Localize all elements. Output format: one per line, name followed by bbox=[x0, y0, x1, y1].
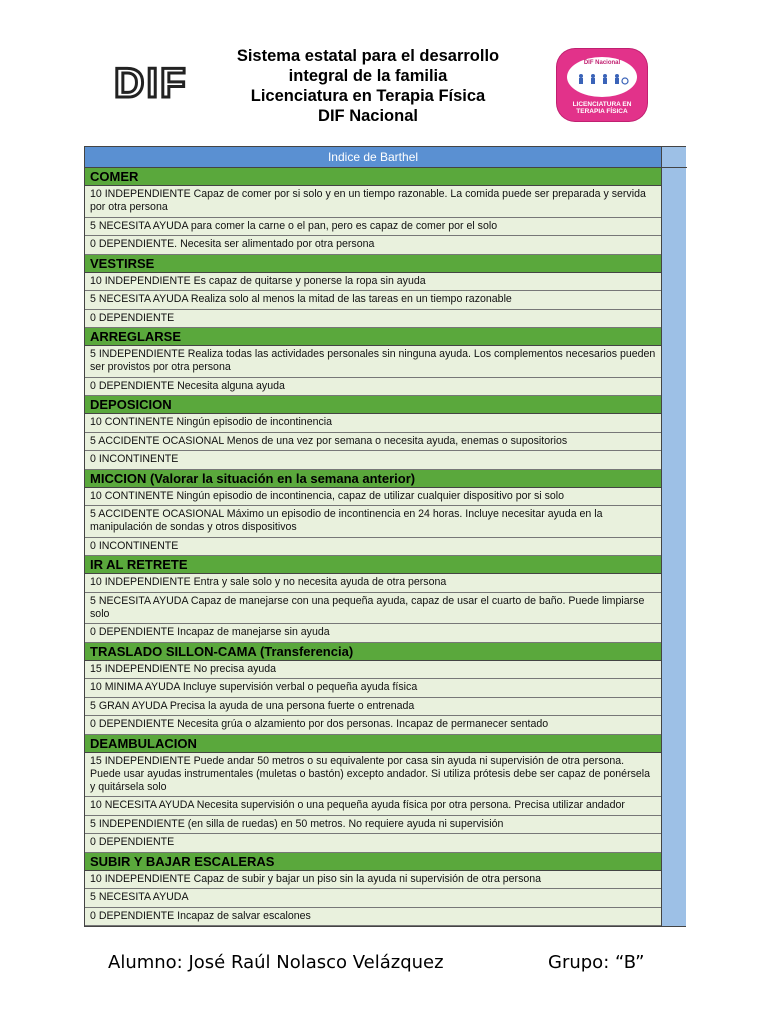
section-heading: DEAMBULACION bbox=[85, 735, 661, 753]
criterion-row: 10 INDEPENDIENTE Entra y sale solo y no necesita ayuda de otra persona bbox=[85, 574, 661, 593]
criterion-row: 5 ACCIDENTE OCASIONAL Menos de una vez por semana o necesita ayuda, enemas o supositorios bbox=[85, 433, 661, 452]
section-heading: IR AL RETRETE bbox=[85, 556, 661, 574]
document-header bbox=[200, 46, 536, 126]
criterion-row: 0 DEPENDIENTE Incapaz de salvar escalones bbox=[85, 908, 661, 927]
barthel-section bbox=[85, 470, 661, 557]
criterion-row: 10 INDEPENDIENTE Es capaz de quitarse y ponerse la ropa sin ayuda bbox=[85, 273, 661, 292]
barthel-table bbox=[84, 146, 686, 927]
section-heading: VESTIRSE bbox=[85, 255, 661, 273]
section-heading: TRASLADO SILLON-CAMA (Transferencia) bbox=[85, 643, 661, 661]
criterion-row: 5 INDEPENDIENTE (en silla de ruedas) en 50 metros. No requiere ayuda ni supervisión bbox=[85, 816, 661, 835]
dif-logo: DIF bbox=[114, 59, 188, 106]
criterion-row: 5 NECESITA AYUDA Capaz de manejarse con una pequeña ayuda, capaz de usar el cuarto de baño. Puede limpiarse solo bbox=[85, 593, 661, 625]
criterion-row: 15 INDEPENDIENTE Puede andar 50 metros o su equivalente por casa sin ayuda ni supervisión de otra persona. Puede usar ayudas instrumentales (muletas o bastón) excepto andador. Si utiliza prótesis debe ser capaz de ponérsela y quitársela solo bbox=[85, 753, 661, 798]
table-title: Indice de Barthel bbox=[85, 147, 661, 168]
criterion-row: 0 DEPENDIENTE Necesita grúa o alzamiento por dos personas. Incapaz de permanecer sentado bbox=[85, 716, 661, 735]
header-line-1: Sistema estatal para el desarrollo bbox=[236, 47, 500, 65]
criterion-row: 15 INDEPENDIENTE No precisa ayuda bbox=[85, 661, 661, 680]
header-line-2: integral de la familia bbox=[288, 67, 448, 85]
barthel-section bbox=[85, 255, 661, 329]
criterion-row: 0 DEPENDIENTE Incapaz de manejarse sin ayuda bbox=[85, 624, 661, 643]
section-heading: MICCION (Valorar la situación en la semana anterior) bbox=[85, 470, 661, 488]
header-line-4: DIF Nacional bbox=[318, 107, 418, 125]
barthel-section bbox=[85, 735, 661, 853]
criterion-row: 5 INDEPENDIENTE Realiza todas las actividades personales sin ninguna ayuda. Los complementos necesarios pueden ser provistos por otra persona bbox=[85, 346, 661, 378]
criterion-row: 0 INCONTINENTE bbox=[85, 451, 661, 470]
barthel-section bbox=[85, 328, 661, 396]
criterion-row: 0 DEPENDIENTE bbox=[85, 310, 661, 329]
section-heading: DEPOSICION bbox=[85, 396, 661, 414]
criterion-row: 10 NECESITA AYUDA Necesita supervisión o una pequeña ayuda física por otra persona. Precisa utilizar andador bbox=[85, 797, 661, 816]
badge-top-text: DIF Nacional bbox=[583, 60, 621, 66]
badge-caption bbox=[557, 101, 647, 115]
barthel-section bbox=[85, 556, 661, 643]
criterion-row: 10 MINIMA AYUDA Incluye supervisión verbal o pequeña ayuda física bbox=[85, 679, 661, 698]
criterion-row: 10 CONTINENTE Ningún episodio de incontinencia bbox=[85, 414, 661, 433]
licenciatura-badge-logo bbox=[557, 49, 647, 121]
criterion-row: 10 CONTINENTE Ningún episodio de incontinencia, capaz de utilizar cualquier dispositivo por si solo bbox=[85, 488, 661, 507]
section-heading: COMER bbox=[85, 168, 661, 186]
criterion-row: 5 NECESITA AYUDA para comer la carne o el pan, pero es capaz de comer por el solo bbox=[85, 218, 661, 237]
section-heading: SUBIR Y BAJAR ESCALERAS bbox=[85, 853, 661, 871]
student-name: Alumno: José Raúl Nolasco Velázquez bbox=[108, 952, 444, 973]
criterion-row: 0 INCONTINENTE bbox=[85, 538, 661, 557]
criterion-row: 0 DEPENDIENTE Necesita alguna ayuda bbox=[85, 378, 661, 397]
score-column bbox=[661, 147, 686, 926]
criterion-row: 5 NECESITA AYUDA bbox=[85, 889, 661, 908]
barthel-section bbox=[85, 643, 661, 735]
criterion-row: 10 INDEPENDIENTE Capaz de subir y bajar un piso sin la ayuda ni supervisión de otra persona bbox=[85, 871, 661, 890]
badge-caption-line-2: TERAPIA FÍSICA bbox=[576, 108, 628, 115]
badge-caption-line-1: LICENCIATURA EN bbox=[572, 101, 632, 108]
barthel-section bbox=[85, 396, 661, 470]
criterion-row: 5 NECESITA AYUDA Realiza solo al menos la mitad de las tareas en un tiempo razonable bbox=[85, 291, 661, 310]
score-column-divider bbox=[662, 167, 687, 168]
criterion-row: 0 DEPENDIENTE. Necesita ser alimentado por otra persona bbox=[85, 236, 661, 255]
section-heading: ARREGLARSE bbox=[85, 328, 661, 346]
barthel-table-body bbox=[85, 147, 661, 926]
group-label: Grupo: “B” bbox=[548, 952, 645, 973]
criterion-row: 5 ACCIDENTE OCASIONAL Máximo un episodio de incontinencia en 24 horas. Incluye necesitar ayuda en la manipulación de sondas y otros dispositivos bbox=[85, 506, 661, 538]
barthel-section bbox=[85, 168, 661, 255]
criterion-row: 5 GRAN AYUDA Precisa la ayuda de una persona fuerte o entrenada bbox=[85, 698, 661, 717]
barthel-section bbox=[85, 853, 661, 927]
header-line-3: Licenciatura en Terapia Física bbox=[250, 87, 486, 105]
badge-emblem bbox=[567, 57, 637, 97]
criterion-row: 10 INDEPENDIENTE Capaz de comer por si solo y en un tiempo razonable. La comida puede ser preparada y servida por otra persona bbox=[85, 186, 661, 218]
criterion-row: 0 DEPENDIENTE bbox=[85, 834, 661, 853]
people-icon bbox=[575, 73, 629, 85]
